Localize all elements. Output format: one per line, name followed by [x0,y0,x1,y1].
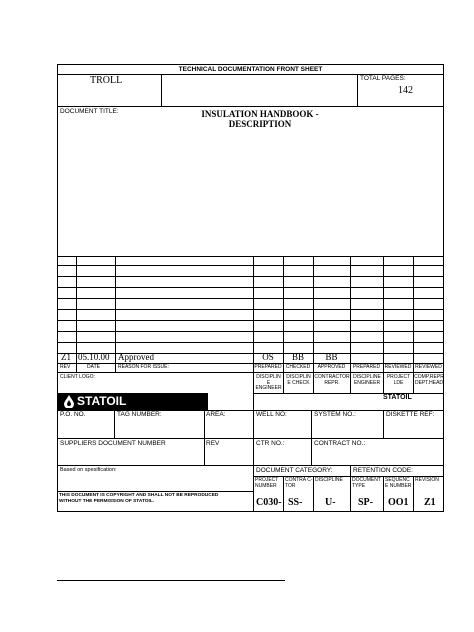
revision-rev: Z1 [61,352,71,362]
sheet-title: TECHNICAL DOCUMENTATION FRONT SHEET [178,66,323,73]
contract-no-label: CONTRACT NO.: [314,440,366,447]
revision-date: 05.10.00 [78,352,110,362]
project-number-value: C030- [256,497,282,508]
revision-approved: BB [325,352,338,362]
revision-reason: Approved [118,352,154,362]
document-title-line2: DESCRIPTION [228,119,292,129]
droplet-icon [63,394,75,408]
revision-checked: BB [291,352,304,362]
logo-text: STATOIL [77,394,127,408]
project-name: TROLL [90,75,123,86]
suppliers-rev-label: REV [206,440,220,447]
based-on-label: Based on spesification: [60,467,117,473]
total-pages-label: TOTAL PAGES: [360,75,406,82]
area-label: AREA: [206,411,226,418]
document-title-label: DOCUMENT TITLE: [60,108,119,115]
reviewed-header: REVIEWED [384,364,412,370]
sequence-number-value: OO1 [388,497,409,508]
rev-header: REV [60,364,71,370]
checked-header: CHECKED [285,364,311,370]
system-no-label: SYSTEM NO.: [314,411,356,418]
comp-repr-label: COMP.REPR DEPT.HEAD [414,374,444,386]
discipline-check-label: DISCIPLIN E CHECK [286,374,311,386]
reviewed2-header: REVIEWED [415,364,442,370]
contractor-repr-label: CONTRACTOR REPR. [314,374,350,386]
prepared-header: PREPARED [254,364,282,370]
diskette-ref-label: DISKETTE REF: [386,411,435,418]
document-title-line1: INSULATION HANDBOOK - [201,109,319,119]
suppliers-doc-label: SUPPLIERS DOCUMENT NUMBER [60,440,166,447]
footnote-separator [57,580,285,581]
po-no-label: P.O. NO. [60,411,86,418]
discipline-header: DISCIPLINE [315,477,343,483]
discipline-value: U- [325,497,336,508]
contractor-value: SS- [288,497,303,508]
tag-number-label: TAG NUMBER: [117,411,162,418]
contractor-header: CONTRA C-TOR [285,477,313,489]
document-type-value: SP- [358,497,373,508]
company-name: STATOIL [383,394,412,401]
well-no-label: WELL NO: [256,411,287,418]
prepared2-header: PREPARED [352,364,381,370]
client-logo-label: CLIENT LOGO: [60,374,95,380]
retention-code-label: RETENTION CODE: [353,467,413,474]
date-header: DATE [87,364,100,370]
discipline-engineer2-label: DISCIPLINE ENGINEER [353,374,381,386]
reason-header: REASON FOR ISSUE: [118,364,169,370]
total-pages-value: 142 [398,85,413,96]
project-lde-label: PROJECT LDE [386,374,411,386]
revision-header: REVISION [415,477,439,483]
ctr-no-label: CTR NO.: [256,440,285,447]
copyright-line1: THIS DOCUMENT IS COPYRIGHT AND SHALL NOT BE REPRODUCED [59,493,219,498]
document-type-header: DOCUMENT TYPE [352,477,381,489]
statoil-logo [58,393,208,410]
discipline-engineer-label: DISCIPLIN E ENGINEER [255,374,282,392]
project-number-header: PROJECT NUMBER [255,477,279,489]
revision-prepared: OS [262,352,274,362]
sequence-number-header: SEQUENC E NUMBER [385,477,412,489]
copyright-line2: WITHOUT THE PERMISSION OF STATOIL. [59,499,155,504]
approved-header: APPROVED [317,364,346,370]
doc-category-label: DOCUMENT CATEGORY: [256,467,333,474]
revision-value: Z1 [424,497,436,508]
